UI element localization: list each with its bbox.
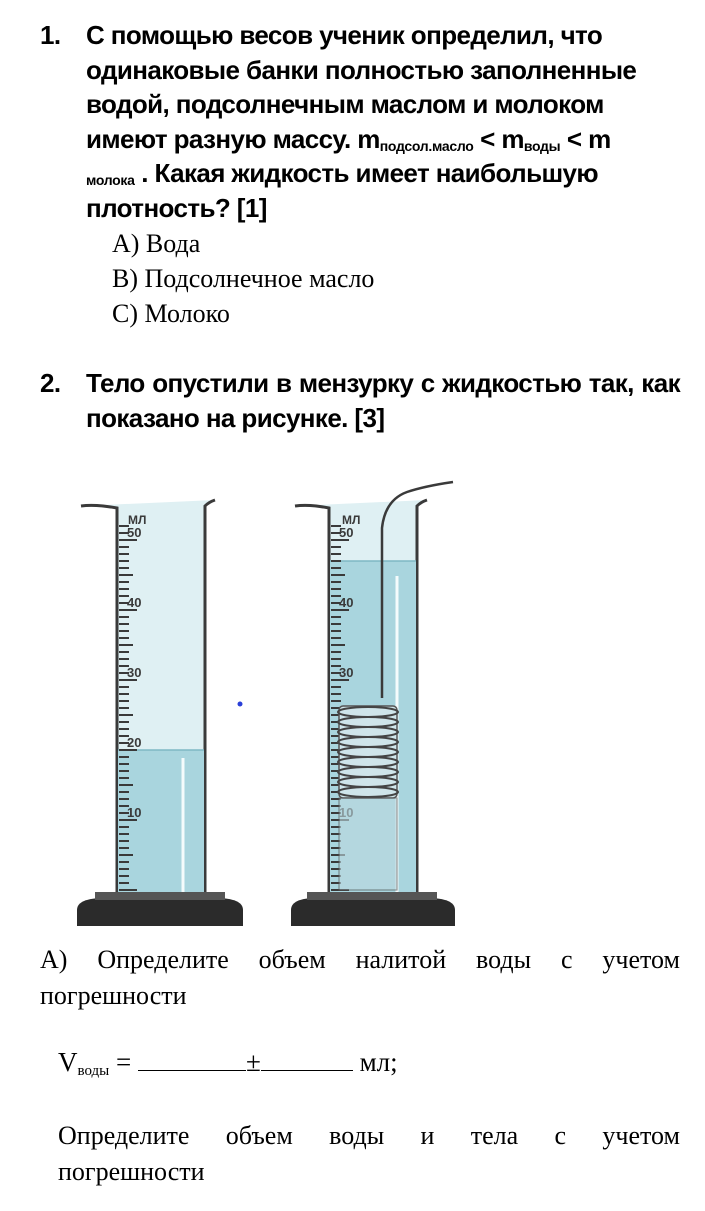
measuring-cylinders-figure xyxy=(55,478,465,930)
cylinder-left-unit: МЛ xyxy=(128,513,147,527)
scale-label: 30 xyxy=(339,665,354,680)
question-2 xyxy=(40,366,680,435)
cylinder-right-base-top xyxy=(307,892,437,900)
formula-equals: = xyxy=(109,1047,138,1077)
cylinder-right-base xyxy=(291,898,455,926)
answer-options xyxy=(112,226,374,331)
scale-label: 30 xyxy=(127,665,142,680)
question-2-number: 2. xyxy=(40,368,61,398)
option-c[interactable]: C) Молоко xyxy=(112,299,230,328)
scale-label: 40 xyxy=(339,595,354,610)
option-b[interactable]: B) Подсолнечное масло xyxy=(112,264,375,293)
part-b-line-1: Определите объем воды и тела с учетом xyxy=(58,1121,680,1150)
question-1 xyxy=(40,18,680,225)
part-a-line-1: А) Определите объем налитой воды с учетом xyxy=(40,945,680,974)
cylinder-left-water xyxy=(118,750,204,898)
answer-blank-value[interactable] xyxy=(138,1048,246,1071)
option-a[interactable]: A) Вода xyxy=(112,229,201,258)
cylinder-left-base-top xyxy=(95,892,225,900)
scale-label: 20 xyxy=(127,735,142,750)
formula-v: V xyxy=(58,1047,78,1077)
volume-formula xyxy=(58,1047,398,1080)
part-b-line-2: погрешности xyxy=(58,1157,205,1186)
cylinder-right xyxy=(291,482,455,926)
part-a-line-2: погрешности xyxy=(40,981,187,1010)
part-a-text xyxy=(40,942,680,1014)
formula-subscript: воды xyxy=(77,1063,110,1079)
subscript-oil: подсол.масло xyxy=(379,137,474,154)
question-1-number: 1. xyxy=(40,20,61,50)
stray-dot xyxy=(238,702,243,707)
cylinder-left xyxy=(77,500,243,926)
question-1-text: С помощью весов ученик определил, что одинаковые банки полностью заполненные водой, подсолнечным маслом и молоком имеют разную массу. $m_{подсол.масло} < m_{воды} < m$ $_{молока}$ . Какая жидкость имеет наибольшую плотность? [1] xyxy=(86,20,637,223)
scale-label: 50 xyxy=(339,525,354,540)
subscript-milk: молока xyxy=(86,172,135,188)
submerged-body xyxy=(338,706,398,890)
scale-label: 50 xyxy=(127,525,142,540)
formula-plus-minus: ± xyxy=(246,1047,261,1077)
part-b-text xyxy=(58,1118,680,1190)
question-2-text: Тело опустили в мензурку с жидкостью так, как показано на рисунке. [3] xyxy=(86,368,680,433)
cylinder-left-base xyxy=(77,898,243,926)
subscript-water: воды xyxy=(523,137,561,154)
scale-label: 40 xyxy=(127,595,142,610)
answer-blank-error[interactable] xyxy=(261,1048,353,1071)
scale-label: 10 xyxy=(127,805,142,820)
cylinder-right-unit: МЛ xyxy=(342,513,361,527)
formula-unit: мл; xyxy=(352,1047,398,1077)
